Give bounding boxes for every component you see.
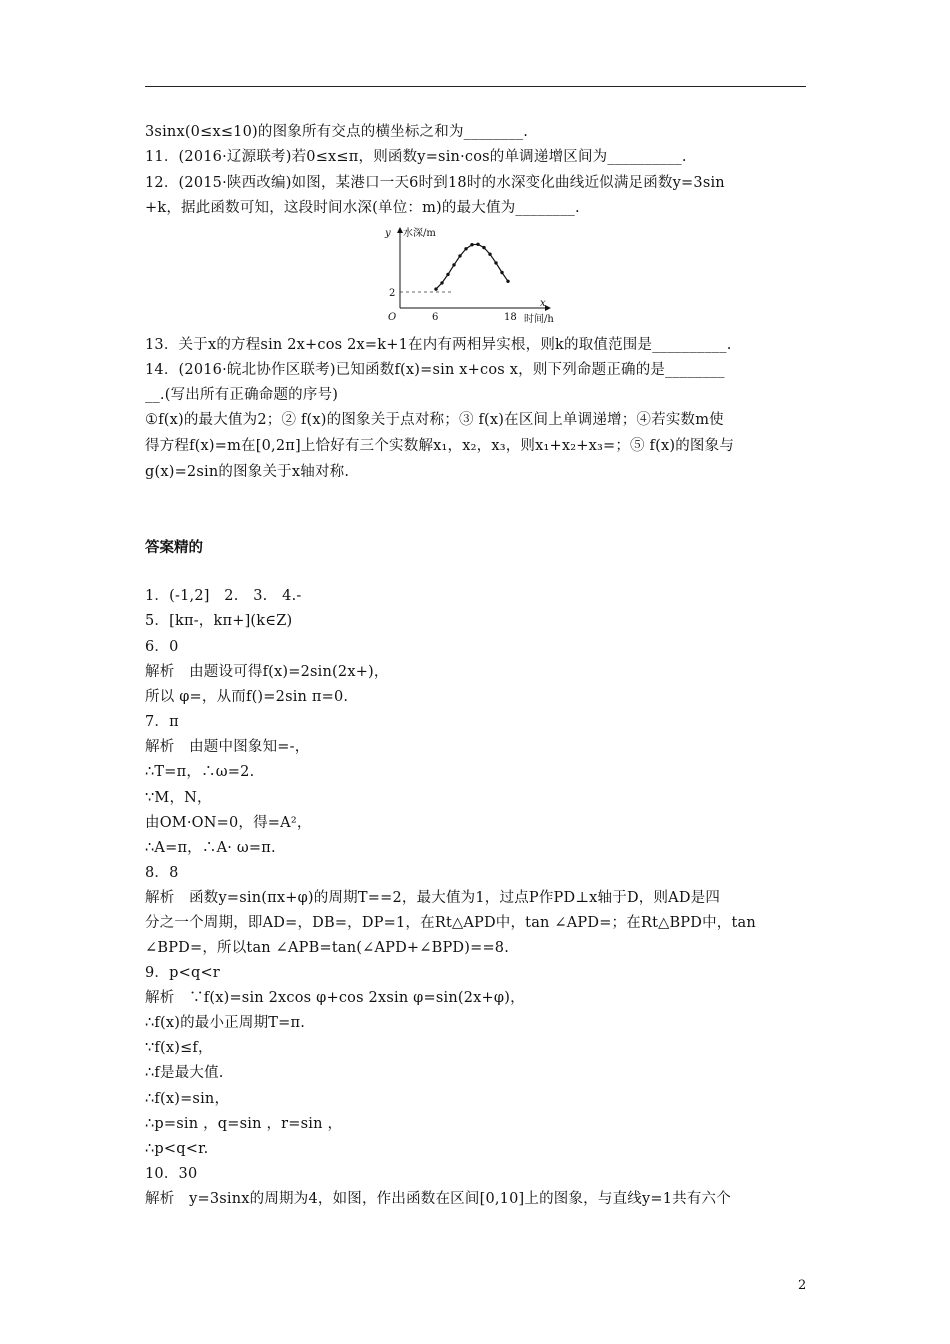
answer-line: ∵f(x)≤f， [145, 1040, 213, 1056]
y-tick-label: 2 [389, 288, 396, 299]
curve-point [500, 271, 503, 274]
answer-line: ∴f(x)的最小正周期T=π. [145, 1015, 306, 1031]
curve-point [446, 273, 449, 276]
answer-line: 5．[kπ-，kπ+](k∈Z) [145, 613, 293, 629]
text-line: ①f(x)的最大值为2；② f(x)的图象关于点对称；③ f(x)在区间上单调递增；④若实数m使 [145, 412, 724, 428]
text-line: 得方程f(x)=m在[0,2π]上恰好有三个实数解x₁，x₂，x₃，则x₁+x₂+x₃=；⑤ f(x)的图象与 [145, 438, 735, 454]
answer-line: 解析 由题设可得f(x)=2sin(2x+)， [145, 664, 389, 680]
answer-line: 解析 y=3sinx的周期为4，如图，作出函数在区间[0,10]上的图象，与直线y=1共有六个 [145, 1191, 731, 1207]
answer-line: 解析 ∵f(x)=sin 2xcos φ+cos 2xsin φ=sin(2x+φ)， [145, 990, 525, 1006]
answer-line: 8．8 [145, 865, 179, 881]
x-axis-label: x [540, 298, 546, 309]
curve-point [464, 247, 467, 250]
answer-line: 解析 由题中图象知=-， [145, 739, 310, 755]
answer-heading: 答案精的 [145, 540, 203, 556]
answer-line: 9．p<q<r [145, 965, 220, 981]
text-line: 3sinx(0≤x≤10)的图象所有交点的横坐标之和为________. [145, 124, 529, 140]
answer-line: 1．(-1,2] 2. 3. 4.- [145, 588, 302, 604]
answer-line: ∠BPD=，所以tan ∠APB=tan(∠APD+∠BPD)==8. [145, 940, 510, 956]
x-tick-label: 6 [432, 312, 439, 323]
question-14: 14．(2016·皖北协作区联考)已知函数f(x)=sin x+cos x，则下列命题正确的是________ [145, 362, 725, 378]
answer-line: ∴T=π，∴ω=2. [145, 764, 255, 780]
question-12: 12．(2015·陕西改编)如图，某港口一天6时到18时的水深变化曲线近似满足函数y=3sin [145, 175, 725, 191]
x-tick-label: 18 [504, 312, 517, 323]
answer-line: 6．0 [145, 639, 179, 655]
curve-point [458, 254, 461, 257]
curve-point [452, 263, 455, 266]
curve-point [470, 243, 473, 246]
curve-point [488, 253, 491, 256]
curve-point [476, 243, 479, 246]
y-axis-title: 水深/m [403, 228, 436, 239]
text-line: __.(写出所有正确命题的序号) [145, 387, 339, 403]
x-axis-title: 时间/h [524, 314, 554, 325]
answer-line: ∴f(x)=sin， [145, 1091, 230, 1107]
text-line: +k，据此函数可知，这段时间水深(单位：m)的最大值为________. [145, 200, 580, 216]
answer-line: 解析 函数y=sin(πx+φ)的周期T==2，最大值为1，过点P作PD⊥x轴于D，则AD是四 [145, 890, 721, 906]
answer-line: ∴p<q<r. [145, 1141, 209, 1157]
answer-line: 由OM·ON=0，得=A²， [145, 815, 312, 831]
y-axis-label: y [385, 228, 391, 239]
water-depth-figure [380, 222, 570, 330]
header-rule [145, 86, 806, 87]
page-number: 2 [798, 1278, 807, 1293]
curve-point [506, 280, 509, 283]
answer-line: ∴A=π，∴A· ω=π. [145, 840, 276, 856]
depth-curve [436, 244, 508, 289]
question-13: 13．关于x的方程sin 2x+cos 2x=k+1在内有两相异实根，则k的取值范围是__________. [145, 337, 732, 353]
answer-line: 10．30 [145, 1166, 198, 1182]
answer-line: 分之一个周期，即AD=，DB=，DP=1，在Rt△APD中，tan ∠APD=；在Rt△BPD中，tan [145, 915, 756, 931]
answer-line: ∴p=sin ，q=sin ，r=sin ， [145, 1116, 343, 1132]
curve-point [482, 246, 485, 249]
question-11: 11．(2016·辽源联考)若0≤x≤π，则函数y=sin·cos的单调递增区间为__________. [145, 149, 687, 165]
answer-line: 所以 φ=，从而f()=2sin π=0. [145, 689, 349, 705]
answer-line: ∴f是最大值. [145, 1065, 224, 1081]
origin-label: O [388, 312, 397, 323]
text-line: g(x)=2sin的图象关于x轴对称. [145, 464, 350, 480]
answer-line: 7．π [145, 714, 179, 730]
curve-point [440, 281, 443, 284]
answer-line: ∵M，N， [145, 790, 212, 806]
curve-point [434, 287, 437, 290]
curve-point [494, 261, 497, 264]
